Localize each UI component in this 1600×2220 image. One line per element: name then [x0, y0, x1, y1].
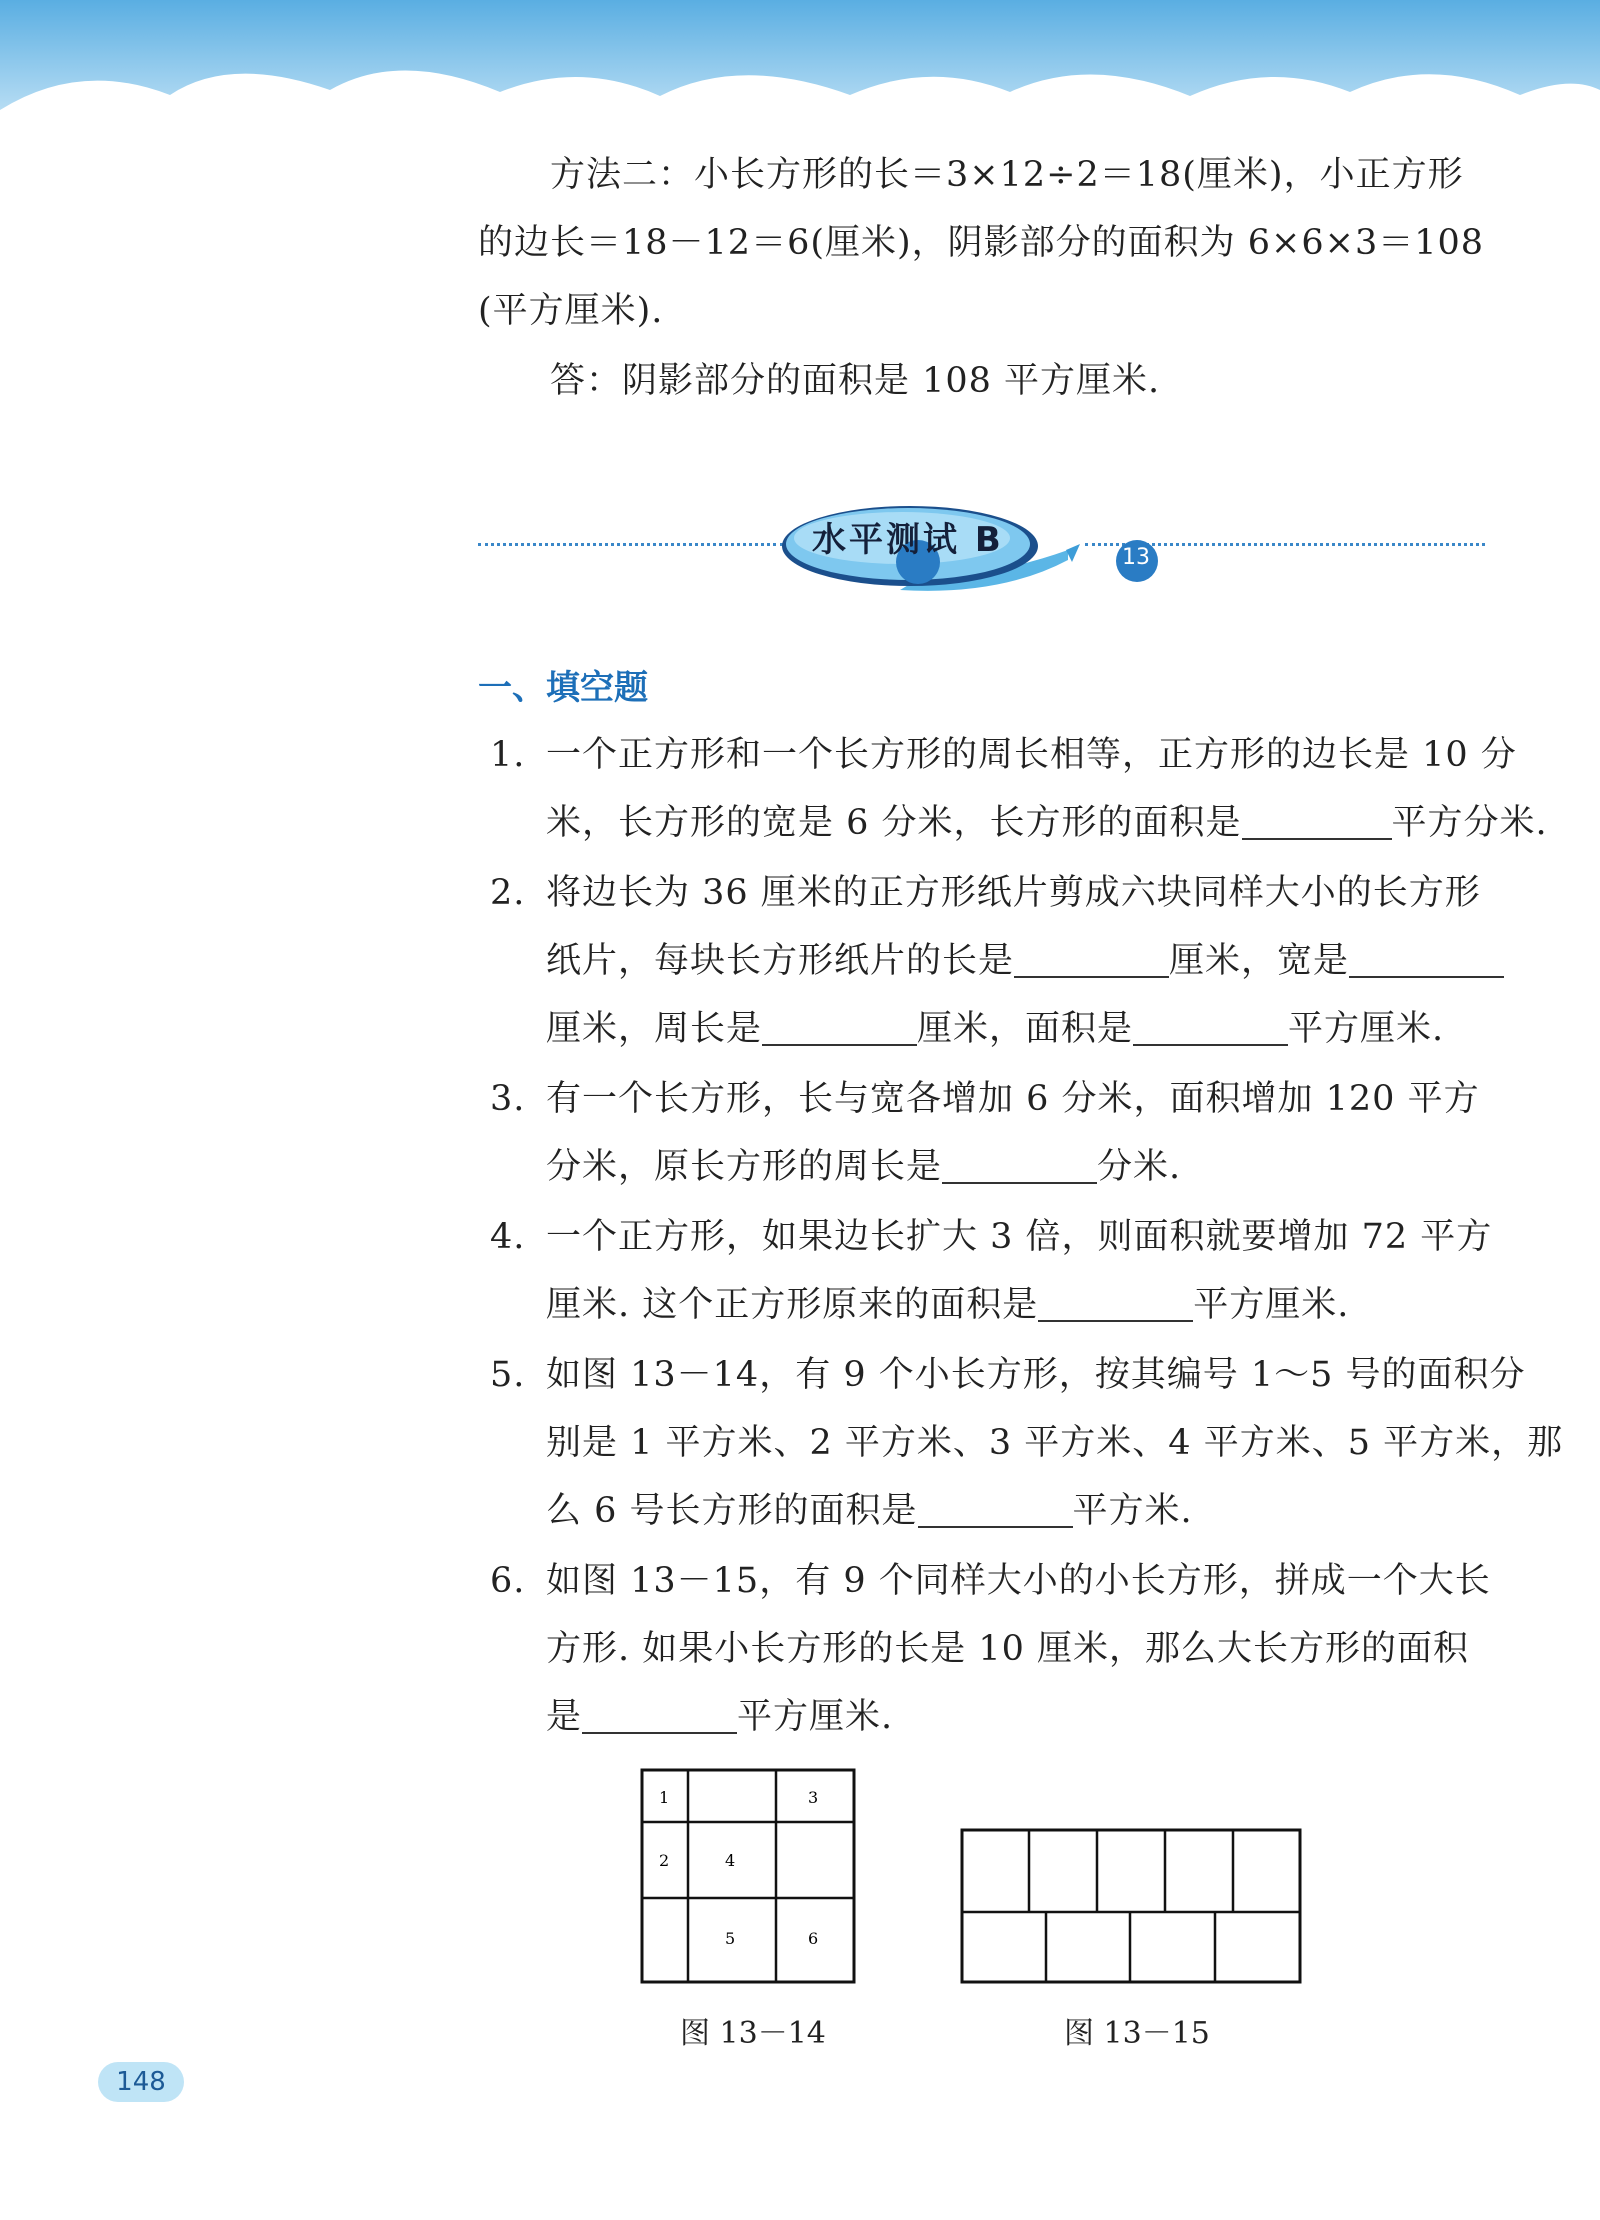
- question-4-line-1: 4. 一个正方形，如果边长扩大 3 倍，则面积就要增加 72 平方: [490, 1202, 1492, 1272]
- answer-blank[interactable]: [582, 1698, 737, 1734]
- solution-answer: 答：阴影部分的面积是 108 平方厘米.: [550, 361, 1161, 401]
- answer-blank[interactable]: [1038, 1286, 1193, 1322]
- question-2-line-2: 纸片，每块长方形纸片的长是 厘米，宽是: [546, 926, 1504, 996]
- fig1-label-4: 4: [725, 1851, 736, 1870]
- answer-blank[interactable]: [918, 1492, 1073, 1528]
- fig1-label-2: 2: [659, 1851, 670, 1870]
- question-6-number: 6.: [490, 1561, 526, 1601]
- answer-blank[interactable]: [1349, 942, 1504, 978]
- fig1-label-5: 5: [725, 1929, 736, 1948]
- cloud-header-decoration: [0, 0, 1600, 140]
- question-6-line-3: 是 平方厘米.: [546, 1697, 894, 1737]
- answer-blank[interactable]: [1014, 942, 1169, 978]
- question-5-line-2: 别是 1 平方米、2 平方米、3 平方米、4 平方米、5 平方米，那: [546, 1423, 1564, 1463]
- fig1-label-6: 6: [808, 1929, 819, 1948]
- question-3-line-1: 3. 有一个长方形，长与宽各增加 6 分米，面积增加 120 平方: [490, 1064, 1480, 1134]
- fig1-label-3: 3: [808, 1788, 819, 1807]
- question-5-line-3: 么 6 号长方形的面积是 平方米.: [546, 1491, 1193, 1531]
- chapter-number: 13: [1122, 545, 1150, 570]
- question-6-line-1: 6. 如图 13－15，有 9 个同样大小的小长方形，拼成一个大长: [490, 1546, 1491, 1616]
- question-4-line-2: 厘米. 这个正方形原来的面积是 平方厘米.: [546, 1285, 1350, 1325]
- question-5-line-1: 5. 如图 13－14，有 9 个小长方形，按其编号 1～5 号的面积分: [490, 1340, 1526, 1410]
- banner-title: 水平测试 B: [812, 520, 1004, 560]
- question-1-number: 1.: [490, 735, 526, 775]
- figure-13-15-caption: 图 13－15: [1064, 2016, 1210, 2051]
- question-2-number: 2.: [490, 873, 526, 913]
- figure-13-14: [640, 1768, 856, 1984]
- answer-blank[interactable]: [762, 1010, 917, 1046]
- question-3-line-2: 分米，原长方形的周长是 分米.: [546, 1147, 1182, 1187]
- fig1-label-1: 1: [659, 1788, 670, 1807]
- question-5-number: 5.: [490, 1355, 526, 1395]
- figure-13-14-caption: 图 13－14: [680, 2016, 826, 2051]
- question-2-line-3: 厘米，周长是 厘米，面积是 平方厘米.: [546, 1009, 1445, 1049]
- solution-line-2: 的边长＝18－12＝6(厘米)，阴影部分的面积为 6×6×3＝108: [478, 223, 1485, 263]
- solution-line-1: 方法二：小长方形的长＝3×12÷2＝18(厘米)，小正方形: [550, 155, 1464, 195]
- question-1-line-2: 米，长方形的宽是 6 分米，长方形的面积是 平方分米.: [546, 803, 1548, 843]
- answer-blank[interactable]: [1242, 804, 1392, 840]
- banner-divider-left: [478, 543, 783, 546]
- question-4-number: 4.: [490, 1217, 526, 1257]
- question-2-line-1: 2. 将边长为 36 厘米的正方形纸片剪成六块同样大小的长方形: [490, 858, 1481, 928]
- page-number: 148: [98, 2062, 184, 2102]
- question-6-line-2: 方形. 如果小长方形的长是 10 厘米，那么大长方形的面积: [546, 1629, 1470, 1669]
- figure-13-15: [960, 1828, 1304, 1986]
- answer-blank[interactable]: [1133, 1010, 1288, 1046]
- question-1-line-1: 1. 一个正方形和一个长方形的周长相等，正方形的边长是 10 分: [490, 720, 1517, 790]
- answer-blank[interactable]: [942, 1148, 1097, 1184]
- section-heading: 一、填空题: [478, 668, 648, 708]
- question-3-number: 3.: [490, 1079, 526, 1119]
- solution-line-3: (平方厘米).: [478, 291, 664, 331]
